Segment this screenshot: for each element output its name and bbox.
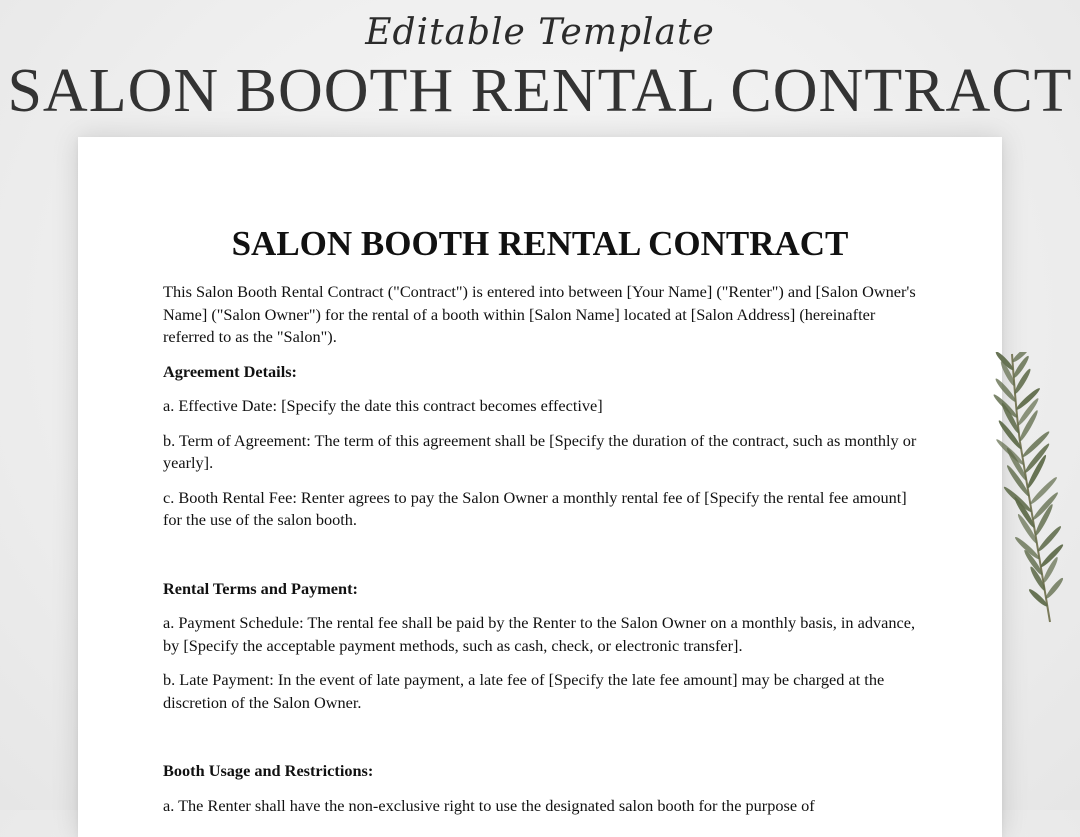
document-body bbox=[163, 281, 923, 829]
section-spacer bbox=[163, 544, 923, 578]
clause-booth-usage-right: a. The Renter shall have the non-exclusive right to use the designated salon booth for the purpose of bbox=[163, 795, 815, 815]
clause-payment-schedule: a. Payment Schedule: The rental fee shall be paid by the Renter to the Salon Owner on a monthly basis, in advance, by [Specify the acceptable payment methods, such as cash, check, or electronic transfer]. bbox=[163, 613, 916, 655]
clause-late-payment: b. Late Payment: In the event of late payment, a late fee of [Specify the late fee amount] may be charged at the discretion of the Salon Owner. bbox=[163, 670, 885, 712]
rosemary-leaf bbox=[1044, 576, 1065, 600]
rosemary-sprig-icon bbox=[982, 352, 1072, 627]
clause-booth-rental-fee: c. Booth Rental Fee: Renter agrees to pay the Salon Owner a monthly rental fee of [Specify the rental fee amount] for the use of the salon booth. bbox=[163, 487, 907, 529]
banner-title: SALON BOOTH RENTAL CONTRACT bbox=[7, 57, 1073, 125]
clause-term-of-agreement: b. Term of Agreement: The term of this agreement shall be [Specify the duration of the contract, such as monthly or yearly]. bbox=[163, 430, 917, 472]
document-page bbox=[78, 137, 1002, 837]
banner-script-label: Editable Template bbox=[365, 12, 715, 53]
section-spacer bbox=[163, 726, 923, 760]
intro-paragraph: This Salon Booth Rental Contract ("Contract") is entered into between [Your Name] ("Renter") and [Salon Owner's Name] ("Salon Owner") for the rental of a booth within [Salon Name] located at [Salon Address] (hereinafter referred to as the "Salon"). bbox=[163, 282, 916, 346]
section-heading-rental-terms: Rental Terms and Payment: bbox=[163, 578, 358, 598]
rosemary-leaf bbox=[1011, 352, 1032, 364]
section-heading-booth-usage: Booth Usage and Restrictions: bbox=[163, 761, 374, 780]
clause-effective-date: a. Effective Date: [Specify the date this contract becomes effective] bbox=[163, 396, 603, 415]
section-heading-agreement-details: Agreement Details: bbox=[163, 361, 297, 381]
document-title: SALON BOOTH RENTAL CONTRACT bbox=[231, 224, 849, 263]
